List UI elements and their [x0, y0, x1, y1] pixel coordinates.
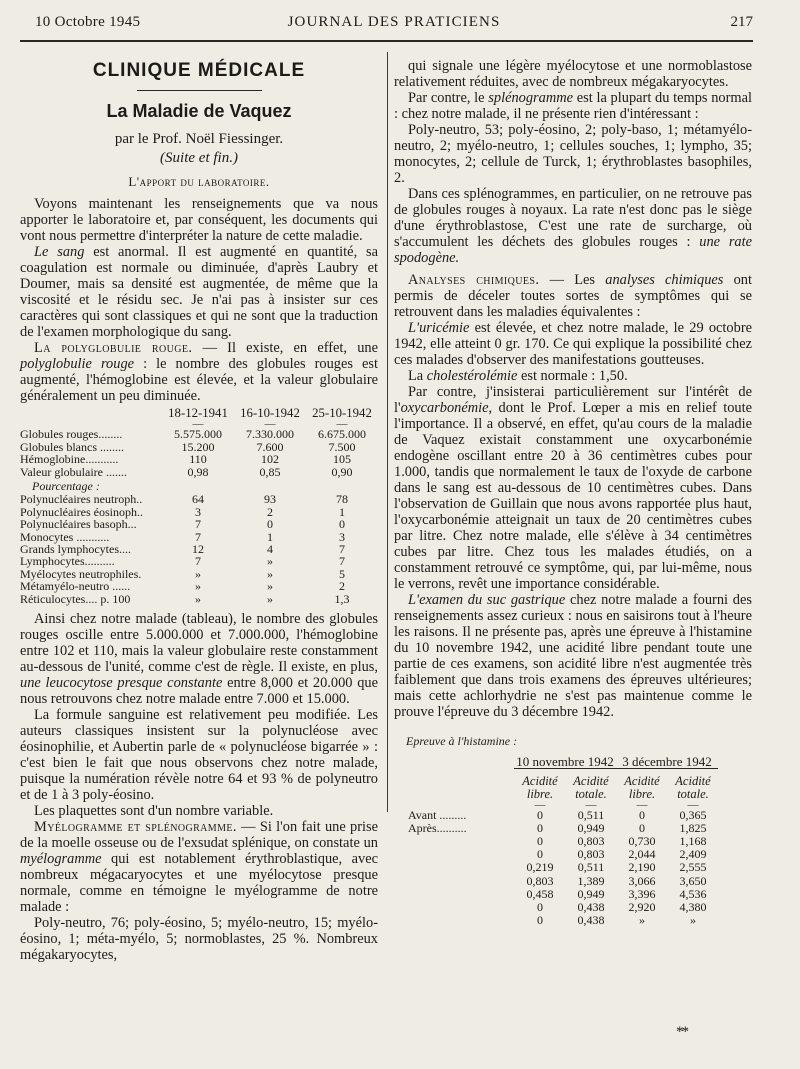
date-header: 10 novembre 1942: [516, 754, 614, 769]
running-header: [35, 14, 753, 36]
paragraph: Le sang est anormal. Il est augmenté en quantité, sa coagulation est normale ou diminuée, d'après Laubry et Doumer, mais sa densité est augmentée, de même que la viscosité et le résidu sec. Je n'ai pas à insister sur ces caractères qui sont classiques et qui ne sont que la traduction de l'examen morphologique du sang.: [20, 244, 378, 340]
table-row: Polynucléaires éosinoph.. 3 2 1: [20, 504, 345, 519]
table-row: Polynucléaires neutroph.. 64 93 78: [20, 492, 348, 507]
right-column: [394, 58, 752, 927]
paragraph: Analyses chimiques. — Les analyses chimiques ont permis de déceler toutes sortes de symptômes qui se retrouvent dans les maladies équivalentes :: [394, 272, 753, 320]
date-header: 25-10-1942: [312, 406, 372, 420]
end-ornament: **: [676, 1024, 687, 1040]
table-row: Myélocytes neutrophiles. » » 5: [20, 566, 345, 581]
table-header-row: [408, 755, 718, 769]
left-column: [20, 58, 378, 963]
run-in-heading: La polyglobulie rouge.: [34, 340, 193, 356]
table-row: Après.......... 0 0,949 0 1,825: [408, 821, 707, 836]
table-row: Métamyélo-neutro ...... » » 2: [20, 579, 345, 594]
table-row: 0 0,438 » »: [537, 912, 696, 927]
table-header-row: Acidité Acidité Acidité Acidité: [522, 774, 711, 789]
table-row: 0,219 0,511 2,190 2,555: [526, 860, 707, 875]
histamine-table: 10 novembre 1942 3 décembre 1942 Acidité Acidité Acidité Acidité libre. totale. libre. totale. — — — — Avant ......... 0 0,511 0 0,365 Après.......... 0 0,949 0 1,825 0 0,803 0,730 1,168 0 0,803 2,044 2,409 0,219 0,511 2,190 2,555 0,803 1,389 3,066 3,650 0,458 0,949 3,396 4,536 0 0,438 2,920 4,380 0 0,438 » »: [408, 755, 718, 927]
table-row: Lymphocytes.......... 7 » 7: [20, 554, 345, 569]
table-row: 0,803 1,389 3,066 3,650: [526, 873, 707, 888]
run-in-heading: Analyses chimiques.: [408, 272, 540, 288]
table-caption: Epreuve à l'histamine :: [406, 734, 518, 748]
paragraph: La cholestérolémie est normale : 1,50.: [408, 368, 628, 384]
paragraph: Par contre, j'insisterai particulièrement sur l'intérêt de l'oxycarbonémie, dont le Prof. Lœper a mis en relief toute l'importance. Il a observé, en effet, qu'au cours de la maladie de Vaquez existait constamment une oxycarbonémie endogène oscillant entre 20 à 36 centimètres cubes pour 1.000, tandis que normalement le taux de l'oxyde de carbone dans le sang est au-dessous de 10 centimètres cubes. Dans l'observation de Guillain que nous avons rapportée plus haut, l'oxycarbonémie atteignait un taux de 20 centimètres cubes par litre. Chez notre malade, elle s'élève à 34 centimètres cubes par litre. Chez tous les malades étudiés, on a constamment retrouvé ce symptôme, qui, par lui-même, nous le verrons, revêt une importance considérable.: [394, 384, 752, 592]
title-block: [20, 60, 378, 190]
paragraph: Poly-neutro, 76; poly-éosino, 5; myélo-neutro, 15; myélo-éosino, 1; méta-myélo, 5; normoblastes, 25 %. Nombreux mégakaryocytes,: [20, 915, 378, 964]
table-row: Avant ......... 0 0,511 0 0,365: [408, 808, 707, 823]
paragraph: La formule sanguine est relativement peu modifiée. Les auteurs classiques insistent sur la polynucléose avec éosinophilie, et Aubertin parle de « polynucléose bigarrée » : c'est bien le fait que nous observons chez notre malade, puisque la numération révèle notre 64 et 93 % de polyneutro et de 1 à 3 poly-éosino.: [20, 707, 378, 804]
date-header: 3 décembre 1942: [622, 754, 712, 769]
emphasis: Le sang: [34, 244, 85, 260]
journal-title: JOURNAL DES PRATICIENS: [287, 14, 501, 30]
page-number: 217: [730, 14, 753, 30]
column-divider: [387, 52, 388, 812]
section-title: CLINIQUE MÉDICALE: [92, 60, 306, 81]
subsection-heading: L'apport du laboratoire.: [128, 174, 270, 189]
paragraph: L'examen du suc gastrique chez notre malade a fourni des renseignements assez curieux : nous en saisirons tout à l'heure les raisons. Il ne présente pas, après une épreuve à l'histamine du 10 novembre 1942, une acidité libre pendant toute une partie de ces examens, son acidité libre n'est augmentée très faiblement que dans trois examens des épreuves ultérieures; mais cette achlorhydrie ne s'est pas maintenue comme le prouve l'épreuve du 3 décembre 1942.: [394, 592, 752, 720]
table-row: Valeur globulaire ....... 0,98 0,85 0,90: [20, 464, 353, 479]
paragraph: L'uricémie est élevée, et chez notre malade, le 29 octobre 1942, elle atteint 0 gr. 170. Ce qui explique la possibilité chez ces malades d'observer des manifestations goutteuses.: [394, 320, 752, 368]
article-title: La Maladie de Vaquez: [106, 101, 292, 121]
paragraph: Les plaquettes sont d'un nombre variable.: [34, 803, 274, 820]
paragraph: Voyons maintenant les renseignements que va nous apporter le laboratoire et, par conséquent, les documents qui vont nous permettre d'interpréter la nature de cette maladie.: [20, 196, 378, 244]
continuation-note: (Suite et fin.): [160, 150, 238, 166]
table-row: 0 0,438 2,920 4,380: [537, 899, 707, 914]
table-row: Réticulocytes.... p. 100 » » 1,3: [20, 591, 350, 606]
run-in-heading: Myélogramme et splénogramme.: [34, 819, 237, 836]
table-row: Grands lymphocytes.... 12 4 7: [20, 542, 345, 557]
paragraph: qui signale une légère myélocytose et une normoblastose relativement réduites, avec de nombreux mégakaryocytes.: [394, 58, 752, 90]
table-subheading: Pourcentage :: [32, 479, 100, 494]
table-row: Globules blancs ........ 15.200 7.600 7.500: [20, 439, 356, 454]
table-row: 0,458 0,949 3,396 4,536: [526, 886, 707, 901]
paragraph: Poly-neutro, 53; poly-éosino, 2; poly-baso, 1; métamyélo-neutro, 2; myélo-neutro, 1; cellules souches, 1; lympho, 35; monocytes, 2; cellule de Turck, 1; érythroblastes basophiles, 2.: [394, 122, 752, 186]
table-row: Monocytes ........... 7 1 3: [20, 529, 345, 544]
header-rule: [20, 40, 753, 42]
date-header: 16-10-1942: [240, 406, 300, 420]
table-row: 0 0,803 2,044 2,409: [537, 847, 707, 862]
byline: par le Prof. Noël Fiessinger.: [114, 131, 284, 147]
paragraph: Par contre, le splénogramme est la plupart du temps normal : chez notre malade, il ne présente rien d'intéressant :: [394, 90, 752, 122]
paragraph: Dans ces splénogrammes, en particulier, on ne retrouve pas de globules rouges à noyaux. La rate n'est donc pas le siège d'une érythroblastose, C'est une rate de surcharge, où s'accumulent les déchets des globules rouges : une rate spodogène.: [394, 186, 752, 266]
table-row: Globules rouges........ 5.575.000 7.330.000 6.675.000: [20, 427, 366, 442]
paragraph: Ainsi chez notre malade (tableau), le nombre des globules rouges oscille entre 5.000.000 et 7.000.000, l'hémoglobine entre 102 et 110, mais la valeur globulaire reste constamment au-dessous de l'unité, comme c'est de règle. Il existe, en plus, une leucocytose presque constante entre 8,000 et 20.000 que nous retrouvons chez notre malade entre 7.000 et 15.000.: [20, 611, 378, 708]
blood-count-table: 18-12-1941 16-10-1942 25-10-1942 — — — Globules rouges........ 5.575.000 7.330.000 6.675.000 Globules blancs ........ 15.200 7.600 7.500 Hémoglobine........... 110 102 105 Valeur globulaire ....... 0,98 0,85 0,90 Pourcentage : Polynucléaires neutroph.. 64 93 78 Polynucléaires éosinoph.. 3 2 1 Polynucléaires basoph... 7 0 0 Monocytes ........... 7 1 3 Grands lymphocytes.... 12 4 7 Lymphocytes.......... 7 » 7 Myélocytes neutrophiles. » » 5 Métamyélo-neutro ...... » » 2 Réticulocytes.... p. 100 » » 1,3: [20, 407, 378, 605]
paragraph: La polyglobulie rouge. — Il existe, en effet, une polyglobulie rouge : le nombre des globules rouges est augmenté, l'hémoglobine est élevée, et la valeur globulaire généralement un peu diminuée.: [20, 340, 379, 404]
table-row: Polynucléaires basoph... 7 0 0: [20, 517, 345, 532]
issue-date: 10 Octobre 1945: [35, 14, 141, 30]
table-row: Hémoglobine........... 110 102 105: [20, 452, 351, 467]
date-header: 18-12-1941: [168, 406, 228, 420]
title-rule: [137, 90, 262, 91]
table-row: 0 0,803 0,730 1,168: [537, 834, 707, 849]
paragraph: Myélogramme et splénogramme. — Si l'on fait une prise de la moelle osseuse ou de l'exsudat splénique, on constate un myélogramme qui est notablement érythroblastique, avec nombreux mégacaryocytes et une myélocytose presque normale, comme en témoigne le myélogramme de notre malade :: [20, 819, 378, 916]
